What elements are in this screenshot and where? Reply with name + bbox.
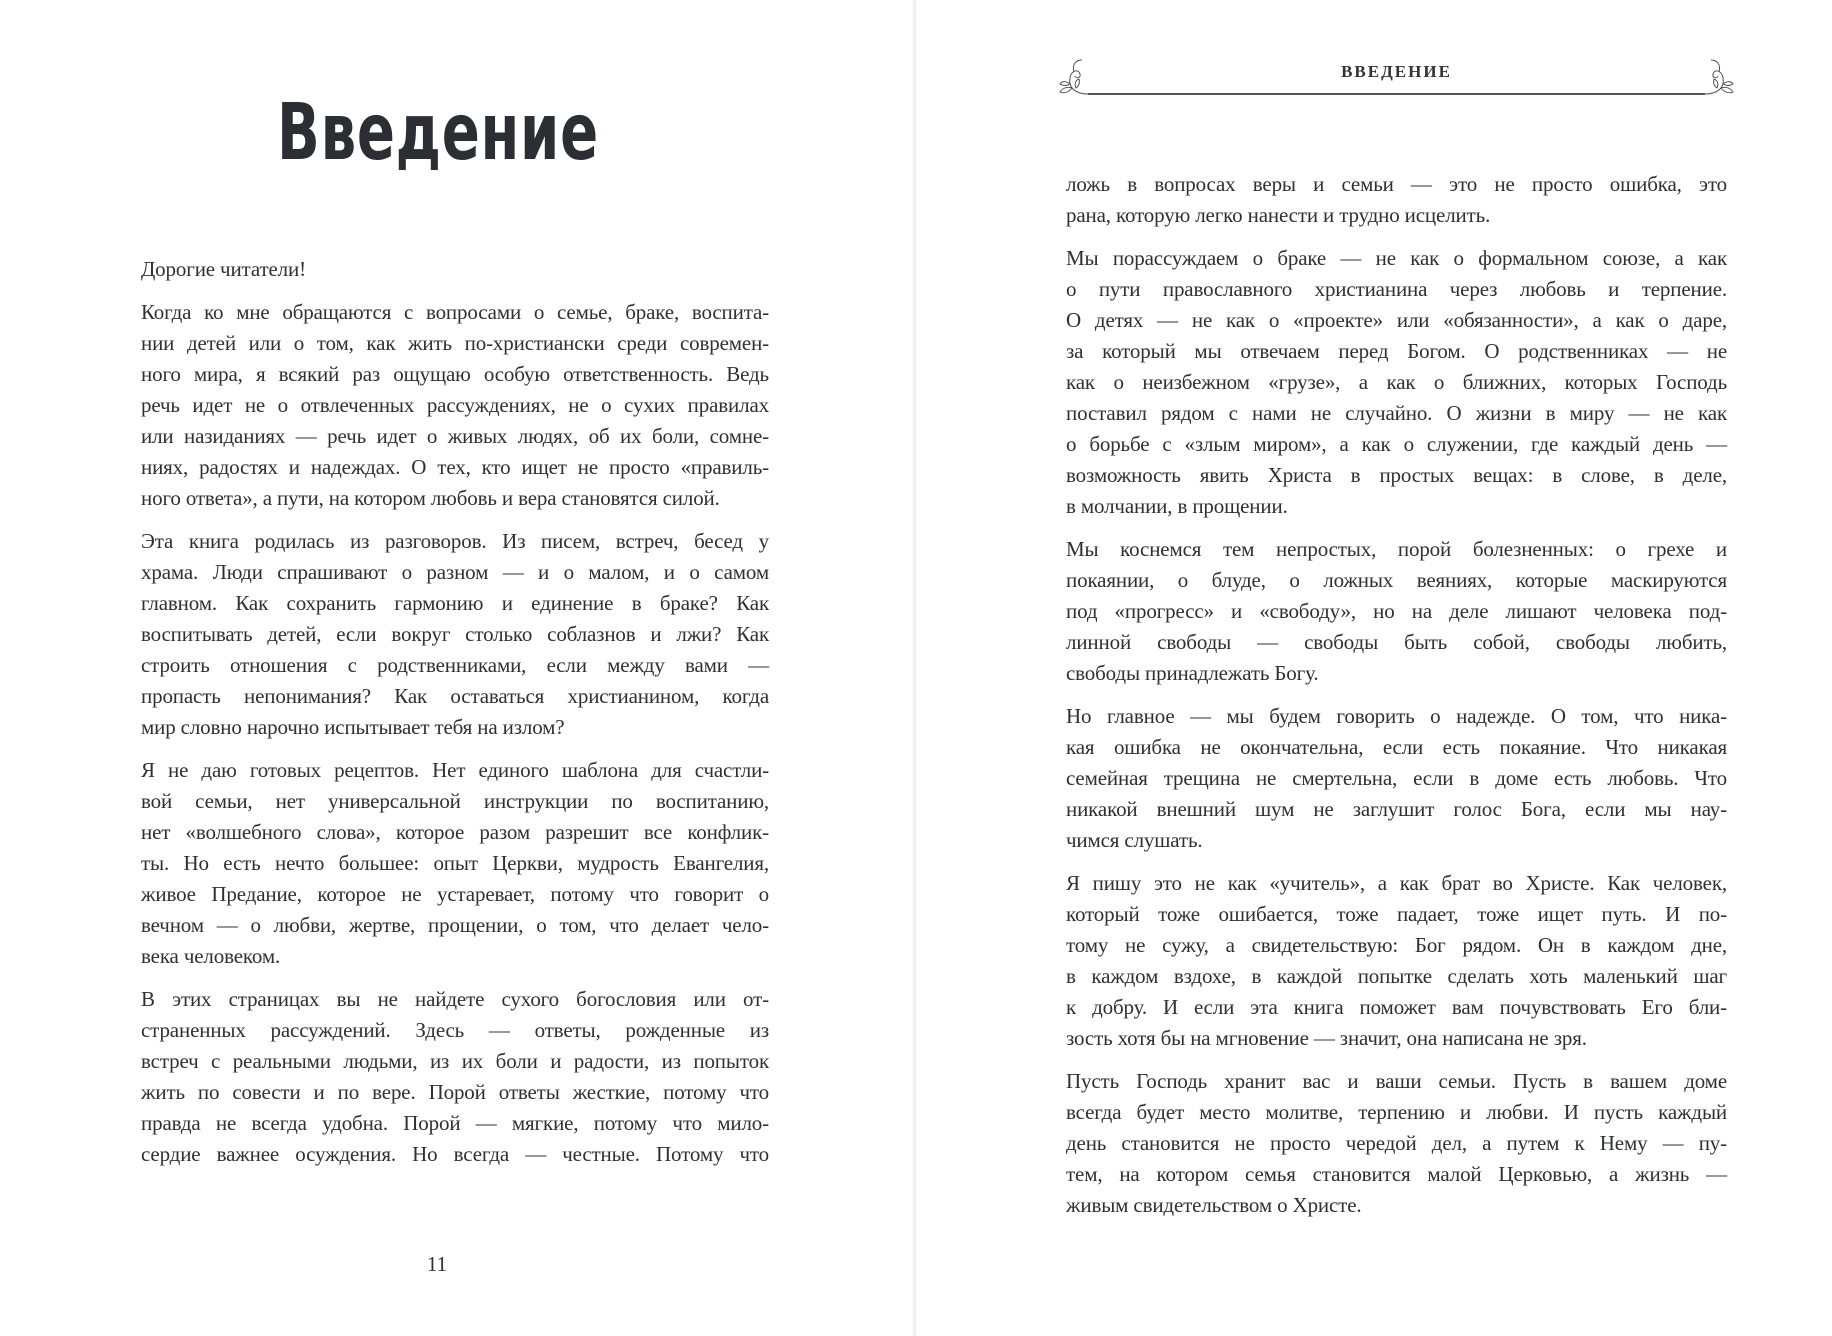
text-line: строить отношения с родственниками, если между вами — [141,653,769,677]
text-line: покаянии, о блуде, о ложных веяниях, которые маскируются [1066,568,1727,592]
text-line: вечном — о любви, жертве, прощении, о том, что делает чело- [141,913,769,937]
text-line: о борьбе с «злым миром», а как о служении, где каждый день — [1066,432,1727,456]
paragraph [1066,701,1727,856]
text-line: всегда будет место молитве, терпению и любви. И пусть каждый [1066,1100,1727,1124]
running-header [1066,58,1727,98]
text-line: никакой внешний шум не заглушит голос Бога, если мы нау- [1066,797,1727,821]
text-line: страненных рассуждений. Здесь — ответы, рожденные из [141,1018,769,1042]
text-line: семейная трещина не смертельна, если в доме есть любовь. Что [1066,766,1727,790]
text-line: ного ответа», а пути, на котором любовь и вера становятся силой. [141,486,720,510]
text-line: О детях — не как о «проекте» или «обязанности», а как о даре, [1066,308,1727,332]
text-line: Пусть Господь хранит вас и ваши семьи. Пусть в вашем доме [1066,1069,1727,1093]
text-line: храма. Люди спрашивают о разном — и о малом, и о самом [141,560,769,584]
text-line: Я пишу это не как «учитель», а как брат во Христе. Как человек, [1066,871,1727,895]
text-line: тем, на котором семья становится малой Церковью, а жизнь — [1066,1162,1727,1186]
text-line: вой семьи, нет универсальной инструкции по воспитанию, [141,789,769,813]
text-line: Дорогие читатели! [141,257,306,281]
text-line: Я не даю готовых рецептов. Нет единого шаблона для счастли- [141,758,769,782]
floral-ornament-icon [1705,58,1735,98]
text-line: сердие важнее осуждения. Но всегда — честные. Потому что [141,1142,769,1166]
text-line: Мы порассуждаем о браке — не как о формальном союзе, а как [1066,246,1727,270]
text-line: к добру. И если эта книга поможет вам почувствовать Его бли- [1066,995,1727,1019]
text-line: мир словно нарочно испытывает тебя на излом? [141,715,565,739]
text-line: под «прогресс» и «свободу», но на деле лишают человека под- [1066,599,1727,623]
text-line: нии детей или о том, как жить по-христиански среди современ- [141,331,769,355]
text-line: который тоже ошибается, тоже падает, тоже ищет путь. И по- [1066,902,1727,926]
page-number: 11 [426,1252,448,1276]
text-line: кая ошибка не окончательна, если есть покаяние. Что никакая [1066,735,1727,759]
text-line: возможность явить Христа в простых вещах: в слове, в деле, [1066,463,1727,487]
text-line: поставил рядом с нами не случайно. О жизни в миру — не как [1066,401,1727,425]
left-page [0,0,915,1336]
text-line: века человеком. [141,944,281,968]
paragraph [141,297,769,514]
text-line: речь идет не о отвлеченных рассуждениях, не о сухих правилах [141,393,769,417]
paragraph [1066,534,1727,689]
right-page [916,0,1832,1336]
text-line: в каждом вздохе, в каждой попытке сделать хоть маленький шаг [1066,964,1727,988]
text-line: ты. Но есть нечто большее: опыт Церкви, мудрость Евангелия, [141,851,769,875]
text-line: пропасть непонимания? Как оставаться христианином, когда [141,684,769,708]
paragraph [1066,868,1727,1054]
text-line: за который мы отвечаем перед Богом. О родственниках — не [1066,339,1727,363]
text-line: встреч с реальными людьми, из их боли и радости, из попыток [141,1049,769,1073]
text-line: в молчании, в прощении. [1066,494,1288,518]
text-line: живым свидетельством о Христе. [1066,1193,1362,1217]
running-header-title: ВВЕДЕНИЕ [1341,62,1452,81]
text-line: ниях, радостях и надеждах. О тех, кто ищет не просто «правиль- [141,455,769,479]
text-line: свободы принадлежать Богу. [1066,661,1319,685]
paragraph [141,526,769,743]
paragraph [141,254,769,285]
left-page-body [141,254,769,1182]
text-line: Эта книга родилась из разговоров. Из писем, встреч, бесед у [141,529,769,553]
text-line: или назиданиях — речь идет о живых людях, об их боли, сомне- [141,424,769,448]
text-line: жить по совести и по вере. Порой ответы жесткие, потому что [141,1080,769,1104]
right-page-body [1066,169,1727,1233]
paragraph [1066,169,1727,231]
text-line: правда не всегда удобна. Порой — мягкие, потому что мило- [141,1111,769,1135]
text-line: ного мира, я всякий раз ощущаю особую ответственность. Ведь [141,362,769,386]
paragraph [141,984,769,1170]
text-line: зость хотя бы на мгновение — значит, она написана не зря. [1066,1026,1587,1050]
text-line: ложь в вопросах веры и семьи — это не просто ошибка, это [1066,172,1727,196]
text-line: рана, которую легко нанести и трудно исцелить. [1066,203,1491,227]
paragraph [1066,1066,1727,1221]
text-line: о пути православного христианина через любовь и терпение. [1066,277,1727,301]
paragraph [1066,243,1727,522]
text-line: главном. Как сохранить гармонию и единение в браке? Как [141,591,769,615]
text-line: В этих страницах вы не найдете сухого богословия или от- [141,987,769,1011]
paragraph [141,755,769,972]
text-line: чимся слушать. [1066,828,1203,852]
text-line: живое Предание, которое не устаревает, потому что говорит о [141,882,769,906]
chapter-title: Введение [277,88,599,178]
text-line: нет «волшебного слова», которое разом разрешит все конфлик- [141,820,769,844]
text-line: воспитывать детей, если вокруг столько соблазнов и лжи? Как [141,622,769,646]
text-line: как о неизбежном «грузе», а как о ближних, которых Господь [1066,370,1727,394]
text-line: день становится не просто чередой дел, а путем к Нему — пу- [1066,1131,1727,1155]
text-line: тому не сужу, а свидетельствую: Бог рядом. Он в каждом дне, [1066,933,1727,957]
header-rule [1088,93,1705,95]
text-line: линной свободы — свободы быть собой, свободы любить, [1066,630,1727,654]
text-line: Когда ко мне обращаются с вопросами о семье, браке, воспита- [141,300,769,324]
text-line: Но главное — мы будем говорить о надежде. О том, что ника- [1066,704,1727,728]
text-line: Мы коснемся тем непростых, порой болезненных: о грехе и [1066,537,1727,561]
